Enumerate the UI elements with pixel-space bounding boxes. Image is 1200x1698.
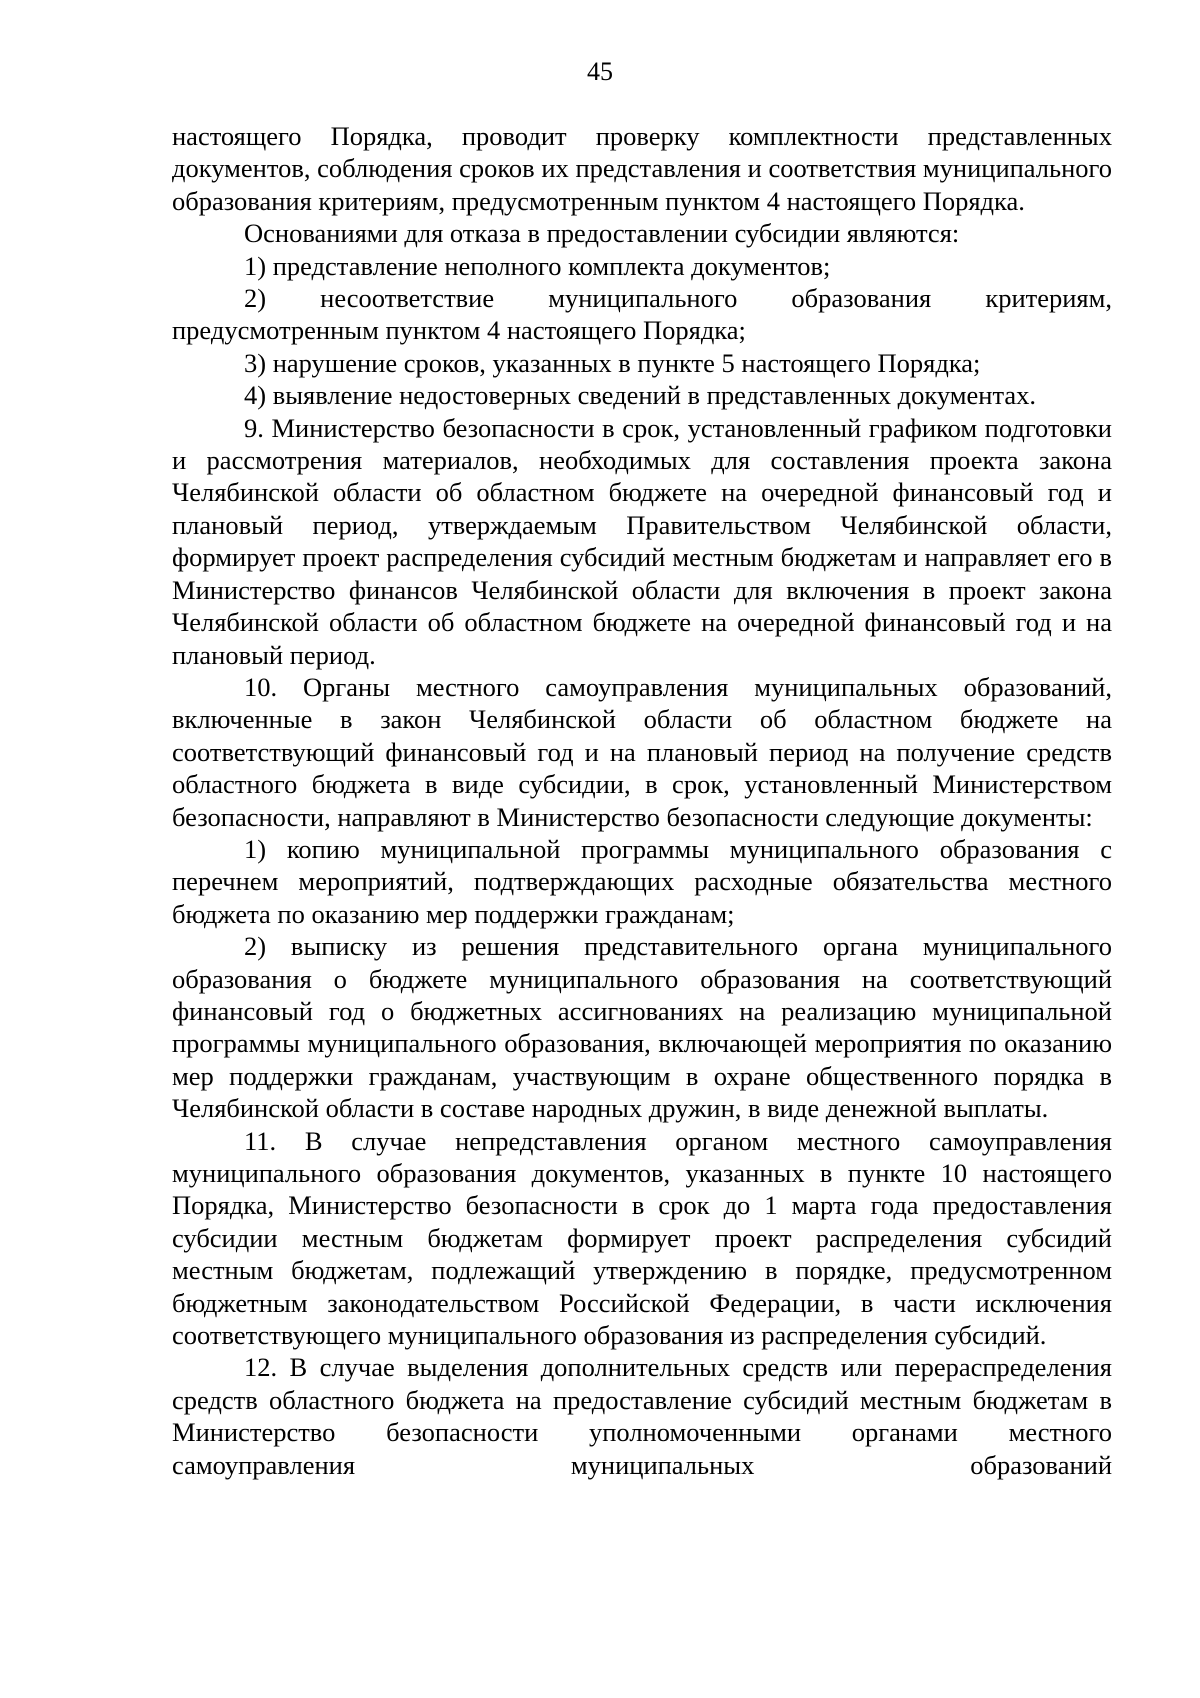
clause-12: 12. В случае выделения дополнительных средств или перераспределения средств областного бюджета на предоставление субсидий местным бюджетам в Министерство безопасности уполномоченными органами местного самоуправления муниципальных образований	[172, 1352, 1112, 1480]
clause-9: 9. Министерство безопасности в срок, установленный графиком подготовки и рассмотрения материалов, необходимых для составления проекта закона Челябинской области об областном бюджете на очередной финансовый год и плановый период, утверждаемым Правительством Челябинской области, формирует проект распределения субсидий местным бюджетам и направляет его в Министерство финансов Челябинской области для включения в проект закона Челябинской области об областном бюджете на очередной финансовый год и на плановый период.	[172, 412, 1112, 670]
list-item-4: 4) выявление недостоверных сведений в представленных документах.	[244, 380, 1036, 411]
list-item-2: 2) несоответствие муниципального образования критериям, предусмотренным пунктом 4 настоящего Порядка;	[172, 283, 1112, 346]
clause-10-item-1: 1) копию муниципальной программы муниципального образования с перечнем мероприятий, подтверждающих расходные обязательства местного бюджета по оказанию мер поддержки гражданам;	[172, 833, 1112, 929]
clause-11: 11. В случае непредставления органом местного самоуправления муниципального образования документов, указанных в пункте 10 настоящего Порядка, Министерство безопасности в срок до 1 марта года предоставления субсидии местным бюджетам формирует проект распределения субсидий местным бюджетам, подлежащий утверждению в порядке, предусмотренном бюджетным законодательством Российской Федерации, в части исключения соответствующего муниципального образования из распределения субсидий.	[172, 1125, 1112, 1351]
list-item-3: 3) нарушение сроков, указанных в пункте 5 настоящего Порядка;	[244, 347, 981, 378]
page-number: 45	[587, 57, 613, 86]
clause-10: 10. Органы местного самоуправления муниципальных образований, включенные в закон Челябинской области об областном бюджете на соответствующий финансовый год и на плановый период на получение средств областного бюджета в виде субсидии, в срок, установленный Министерством безопасности, направляют в Министерство безопасности следующие документы:	[172, 671, 1112, 832]
paragraph-continuation: настоящего Порядка, проводит проверку комплектности представленных документов, соблюдения сроков их представления и соответствия муниципального образования критериям, предусмотренным пунктом 4 настоящего Порядка.	[172, 121, 1112, 216]
document-body	[172, 120, 1112, 1481]
paragraph-refusal-grounds: Основаниями для отказа в предоставлении субсидии являются:	[244, 218, 960, 249]
list-item-1: 1) представление неполного комплекта документов;	[244, 250, 831, 281]
clause-10-item-2: 2) выписку из решения представительного органа муниципального образования о бюджете муниципального образования на соответствующий финансовый год о бюджетных ассигнованиях на реализацию муниципальной программы муниципального образования, включающей мероприятия по оказанию мер поддержки гражданам, участвующим в охране общественного порядка в Челябинской области в составе народных дружин, в виде денежной выплаты.	[172, 931, 1112, 1124]
